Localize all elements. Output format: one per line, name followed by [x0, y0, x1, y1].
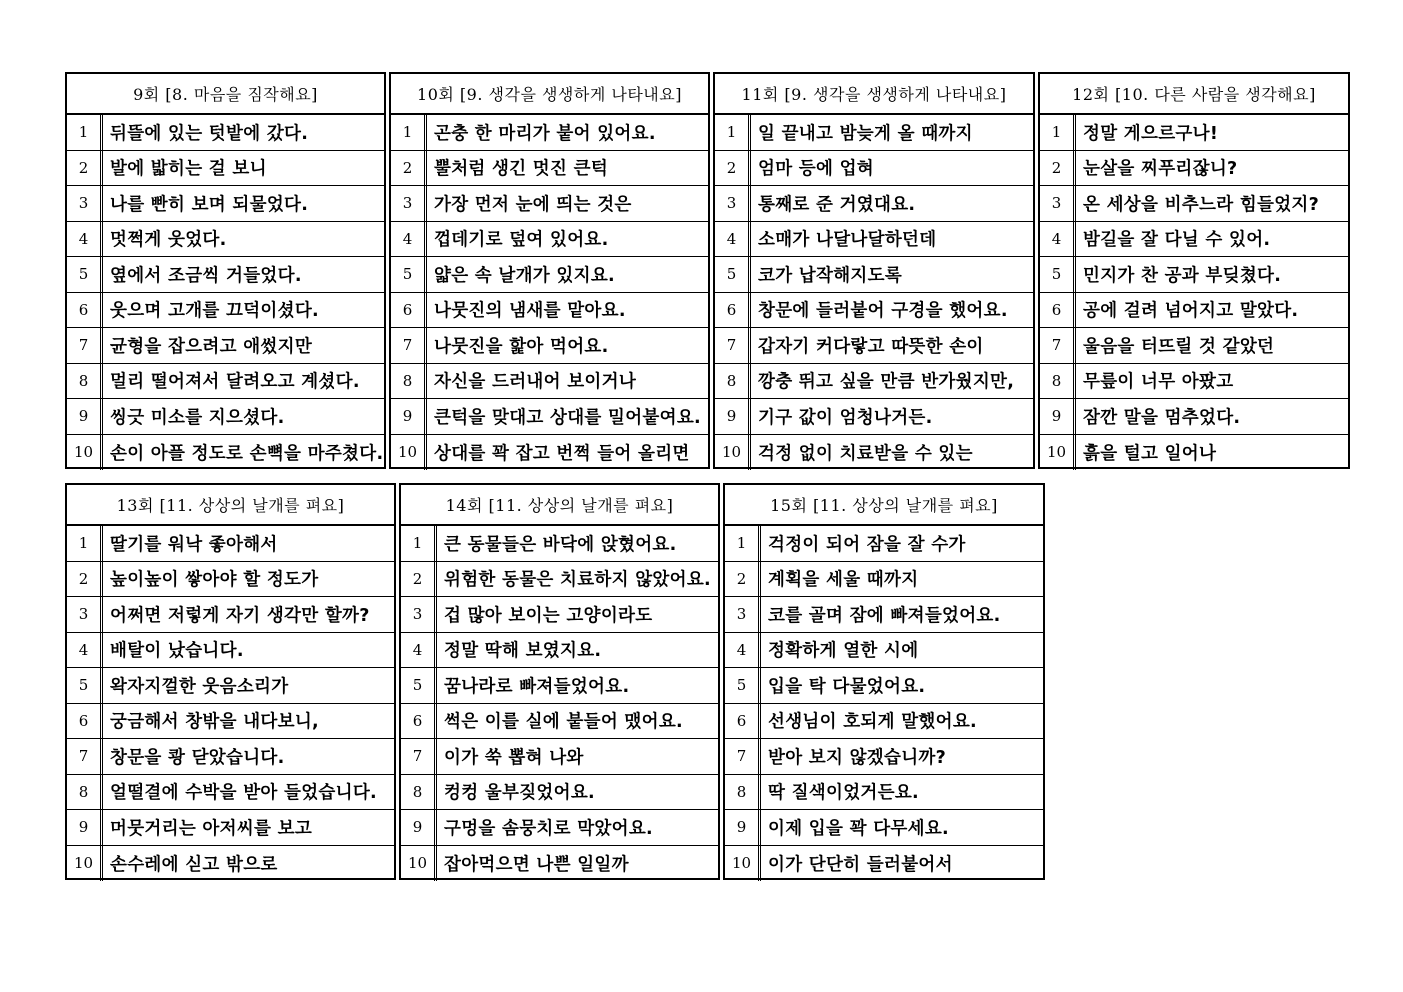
row-number: 1 [391, 115, 427, 150]
row-sentence: 자신을 드러내어 보이거나 [434, 372, 637, 393]
row-sentence: 컹컹 울부짖었어요. [444, 783, 595, 804]
table-row [725, 775, 1043, 811]
row-number: 2 [67, 151, 103, 186]
row-sentence: 멀리 떨어져서 달려오고 계셨다. [110, 372, 360, 393]
table-row [401, 775, 718, 811]
row-number: 4 [391, 222, 427, 257]
table-row [391, 257, 708, 293]
row-number: 8 [391, 364, 427, 399]
row-sentence: 구멍을 솜뭉치로 막았어요. [444, 818, 653, 839]
table-row [715, 151, 1033, 187]
row-number: 6 [715, 293, 751, 328]
row-sentence: 옆에서 조금씩 거들었다. [110, 265, 302, 286]
table-title: 14회 [11. 상상의 날개를 펴요] [401, 485, 718, 526]
table-row [391, 399, 708, 435]
row-number: 4 [1040, 222, 1076, 257]
row-number: 9 [1040, 399, 1076, 434]
row-sentence: 얇은 속 날개가 있지요. [434, 265, 615, 286]
row-number: 5 [391, 257, 427, 292]
row-number: 4 [715, 222, 751, 257]
row-number: 1 [401, 526, 437, 561]
row-number: 4 [401, 633, 437, 668]
row-sentence: 균형을 잡으려고 애썼지만 [110, 336, 313, 357]
row-number: 7 [391, 328, 427, 363]
row-number: 3 [401, 597, 437, 632]
row-sentence: 계획을 세울 때까지 [768, 570, 919, 591]
table-row [67, 704, 394, 740]
table-row [67, 364, 384, 400]
row-number: 3 [67, 597, 103, 632]
table-row [1040, 222, 1348, 258]
row-number: 10 [715, 435, 751, 471]
row-number: 8 [67, 775, 103, 810]
row-sentence: 흙을 털고 일어나 [1083, 443, 1217, 464]
table-row [1040, 293, 1348, 329]
row-sentence: 엄마 등에 업혀 [758, 159, 875, 180]
row-sentence: 왁자지껄한 웃음소리가 [110, 676, 289, 697]
row-sentence: 깡충 뛰고 싶을 만큼 반가웠지만, [758, 372, 1015, 393]
table-row [391, 435, 708, 471]
table-row [67, 222, 384, 258]
table-row [1040, 328, 1348, 364]
table-row [67, 775, 394, 811]
row-sentence: 나뭇진의 냄새를 맡아요. [434, 301, 626, 322]
row-sentence: 썩은 이를 실에 붙들어 맸어요. [444, 712, 683, 733]
table-row [391, 293, 708, 329]
row-number: 7 [725, 739, 761, 774]
row-sentence: 걱정이 되어 잠을 잘 수가 [768, 534, 966, 555]
table-row [391, 115, 708, 151]
row-number: 7 [67, 328, 103, 363]
row-number: 8 [1040, 364, 1076, 399]
table-row [725, 597, 1043, 633]
row-number: 10 [67, 435, 103, 471]
row-sentence: 기구 값이 엄청나거든. [758, 407, 933, 428]
row-sentence: 무릎이 너무 아팠고 [1083, 372, 1234, 393]
row-number: 10 [67, 846, 103, 882]
table-row [401, 597, 718, 633]
table-row [715, 222, 1033, 258]
row-sentence: 선생님이 호되게 말했어요. [768, 712, 977, 733]
row-number: 7 [715, 328, 751, 363]
row-number: 1 [67, 526, 103, 561]
dictation-table-10 [389, 72, 710, 469]
row-number: 10 [401, 846, 437, 882]
row-number: 10 [725, 846, 761, 882]
table-row [715, 293, 1033, 329]
table-row [1040, 435, 1348, 471]
table-row [725, 668, 1043, 704]
row-sentence: 꿈나라로 빠져들었어요. [444, 676, 630, 697]
table-row [1040, 364, 1348, 400]
table-row [401, 526, 718, 562]
table-title: 13회 [11. 상상의 날개를 펴요] [67, 485, 394, 526]
dictation-table-11 [713, 72, 1035, 469]
row-number: 5 [1040, 257, 1076, 292]
row-sentence: 울음을 터뜨릴 것 같았던 [1083, 336, 1275, 357]
table-title: 11회 [9. 생각을 생생하게 나타내요] [715, 74, 1033, 115]
row-number: 5 [725, 668, 761, 703]
row-sentence: 위험한 동물은 치료하지 않았어요. [444, 570, 711, 591]
table-row [401, 846, 718, 882]
table-row [725, 810, 1043, 846]
row-sentence: 받아 보지 않겠습니까? [768, 747, 947, 768]
table-row [725, 633, 1043, 669]
row-number: 9 [67, 399, 103, 434]
row-number: 8 [715, 364, 751, 399]
table-row [391, 364, 708, 400]
table-row [391, 151, 708, 187]
table-row [67, 293, 384, 329]
table-title: 12회 [10. 다른 사람을 생각해요] [1040, 74, 1348, 115]
row-number: 4 [67, 633, 103, 668]
row-sentence: 걱정 없이 치료받을 수 있는 [758, 443, 973, 464]
row-number: 9 [67, 810, 103, 845]
table-row [401, 739, 718, 775]
row-number: 8 [67, 364, 103, 399]
table-row [67, 668, 394, 704]
row-sentence: 손이 아플 정도로 손뼉을 마주쳤다. [110, 443, 384, 464]
row-number: 6 [67, 704, 103, 739]
row-number: 4 [67, 222, 103, 257]
table-row [401, 633, 718, 669]
row-number: 2 [1040, 151, 1076, 186]
table-row [401, 810, 718, 846]
row-sentence: 웃으며 고개를 끄덕이셨다. [110, 301, 319, 322]
row-number: 2 [391, 151, 427, 186]
table-row [391, 328, 708, 364]
row-sentence: 가장 먼저 눈에 띄는 것은 [434, 194, 632, 215]
table-row [715, 399, 1033, 435]
row-sentence: 정말 게으르구나! [1083, 123, 1219, 144]
table-row [715, 257, 1033, 293]
row-number: 3 [725, 597, 761, 632]
table-row [67, 115, 384, 151]
table-row [1040, 115, 1348, 151]
row-sentence: 어쩌면 저렇게 자기 생각만 할까? [110, 605, 370, 626]
row-sentence: 딸기를 워낙 좋아해서 [110, 534, 278, 555]
row-number: 1 [67, 115, 103, 150]
row-number: 9 [401, 810, 437, 845]
row-number: 7 [67, 739, 103, 774]
row-sentence: 민지가 찬 공과 부딪쳤다. [1083, 265, 1282, 286]
dictation-table-13 [65, 483, 396, 880]
row-sentence: 통째로 준 거였대요. [758, 194, 916, 215]
row-sentence: 갑자기 커다랗고 따뜻한 손이 [758, 336, 984, 357]
row-sentence: 큰 동물들은 바닥에 앉혔어요. [444, 534, 677, 555]
row-number: 2 [401, 562, 437, 597]
dictation-table-15 [723, 483, 1045, 880]
row-number: 3 [391, 186, 427, 221]
table-row [1040, 257, 1348, 293]
row-sentence: 뿔처럼 생긴 멋진 큰턱 [434, 159, 609, 180]
row-sentence: 껍데기로 덮여 있어요. [434, 230, 609, 251]
row-sentence: 발에 밟히는 걸 보니 [110, 159, 267, 180]
row-number: 5 [401, 668, 437, 703]
table-title: 10회 [9. 생각을 생생하게 나타내요] [391, 74, 708, 115]
table-row [67, 257, 384, 293]
row-sentence: 이제 입을 꽉 다무세요. [768, 818, 949, 839]
table-row [391, 186, 708, 222]
row-number: 2 [715, 151, 751, 186]
row-number: 1 [1040, 115, 1076, 150]
table-row [67, 399, 384, 435]
row-sentence: 잡아먹으면 나쁜 일일까 [444, 854, 629, 875]
row-number: 1 [725, 526, 761, 561]
table-row [401, 704, 718, 740]
row-sentence: 잠깐 말을 멈추었다. [1083, 407, 1241, 428]
table-row [715, 186, 1033, 222]
row-number: 7 [1040, 328, 1076, 363]
row-sentence: 공에 걸려 넘어지고 말았다. [1083, 301, 1299, 322]
table-row [725, 704, 1043, 740]
table-row [725, 526, 1043, 562]
row-sentence: 손수레에 싣고 밖으로 [110, 854, 278, 875]
table-row [67, 739, 394, 775]
row-sentence: 이가 쑥 뽑혀 나와 [444, 747, 584, 768]
table-row [67, 151, 384, 187]
row-sentence: 정말 딱해 보였지요. [444, 641, 602, 662]
row-sentence: 정확하게 열한 시에 [768, 641, 919, 662]
row-number: 6 [401, 704, 437, 739]
row-sentence: 머뭇거리는 아저씨를 보고 [110, 818, 313, 839]
row-sentence: 나를 빤히 보며 되물었다. [110, 194, 309, 215]
row-sentence: 상대를 꽉 잡고 번쩍 들어 올리면 [434, 443, 690, 464]
row-number: 5 [67, 668, 103, 703]
table-row [725, 846, 1043, 882]
table-row [725, 739, 1043, 775]
row-number: 2 [725, 562, 761, 597]
row-sentence: 배탈이 났습니다. [110, 641, 244, 662]
row-sentence: 창문에 들러붙어 구경을 했어요. [758, 301, 1008, 322]
table-row [715, 328, 1033, 364]
row-number: 2 [67, 562, 103, 597]
row-sentence: 눈살을 찌푸리잖니? [1083, 159, 1238, 180]
row-number: 6 [67, 293, 103, 328]
row-number: 3 [1040, 186, 1076, 221]
row-number: 1 [715, 115, 751, 150]
table-row [67, 186, 384, 222]
table-row [401, 562, 718, 598]
row-number: 10 [1040, 435, 1076, 471]
table-row [67, 597, 394, 633]
row-sentence: 곤충 한 마리가 붙어 있어요. [434, 123, 656, 144]
table-row [715, 115, 1033, 151]
row-number: 3 [67, 186, 103, 221]
row-sentence: 큰턱을 맞대고 상대를 밀어붙여요. [434, 407, 701, 428]
row-number: 9 [715, 399, 751, 434]
row-sentence: 뒤뜰에 있는 텃밭에 갔다. [110, 123, 309, 144]
table-row [725, 562, 1043, 598]
row-sentence: 궁금해서 창밖을 내다보니, [110, 712, 319, 733]
row-number: 7 [401, 739, 437, 774]
row-number: 6 [391, 293, 427, 328]
row-sentence: 높이높이 쌓아야 할 정도가 [110, 570, 319, 591]
table-row [715, 435, 1033, 471]
table-row [1040, 186, 1348, 222]
row-sentence: 코를 골며 잠에 빠져들었어요. [768, 605, 1001, 626]
table-row [715, 364, 1033, 400]
table-row [67, 328, 384, 364]
dictation-table-14 [399, 483, 720, 880]
row-sentence: 씽긋 미소를 지으셨다. [110, 407, 285, 428]
table-title: 15회 [11. 상상의 날개를 펴요] [725, 485, 1043, 526]
row-sentence: 나뭇진을 핥아 먹어요. [434, 336, 609, 357]
row-number: 8 [401, 775, 437, 810]
row-sentence: 이가 단단히 들러붙어서 [768, 854, 953, 875]
table-row [67, 633, 394, 669]
dictation-table-12 [1038, 72, 1350, 469]
table-row [67, 526, 394, 562]
row-number: 6 [1040, 293, 1076, 328]
row-sentence: 창문을 쾅 닫았습니다. [110, 747, 285, 768]
row-sentence: 소매가 나달나달하던데 [758, 230, 937, 251]
table-row [67, 435, 384, 471]
row-sentence: 딱 질색이었거든요. [768, 783, 919, 804]
table-row [67, 846, 394, 882]
row-sentence: 겁 많아 보이는 고양이라도 [444, 605, 653, 626]
row-number: 5 [67, 257, 103, 292]
table-row [67, 810, 394, 846]
row-number: 6 [725, 704, 761, 739]
row-number: 5 [715, 257, 751, 292]
row-number: 4 [725, 633, 761, 668]
table-row [1040, 151, 1348, 187]
row-sentence: 밤길을 잘 다닐 수 있어. [1083, 230, 1271, 251]
table-title: 9회 [8. 마음을 짐작해요] [67, 74, 384, 115]
row-number: 3 [715, 186, 751, 221]
row-sentence: 코가 납작해지도록 [758, 265, 903, 286]
row-number: 8 [725, 775, 761, 810]
row-sentence: 멋쩍게 웃었다. [110, 230, 227, 251]
row-sentence: 얼떨결에 수박을 받아 들었습니다. [110, 783, 377, 804]
row-sentence: 온 세상을 비추느라 힘들었지? [1083, 194, 1320, 215]
row-sentence: 입을 탁 다물었어요. [768, 676, 926, 697]
row-number: 9 [725, 810, 761, 845]
table-row [1040, 399, 1348, 435]
table-row [391, 222, 708, 258]
row-number: 10 [391, 435, 427, 471]
dictation-table-9 [65, 72, 386, 469]
row-number: 9 [391, 399, 427, 434]
table-row [401, 668, 718, 704]
row-sentence: 일 끝내고 밤늦게 올 때까지 [758, 123, 973, 144]
table-row [67, 562, 394, 598]
